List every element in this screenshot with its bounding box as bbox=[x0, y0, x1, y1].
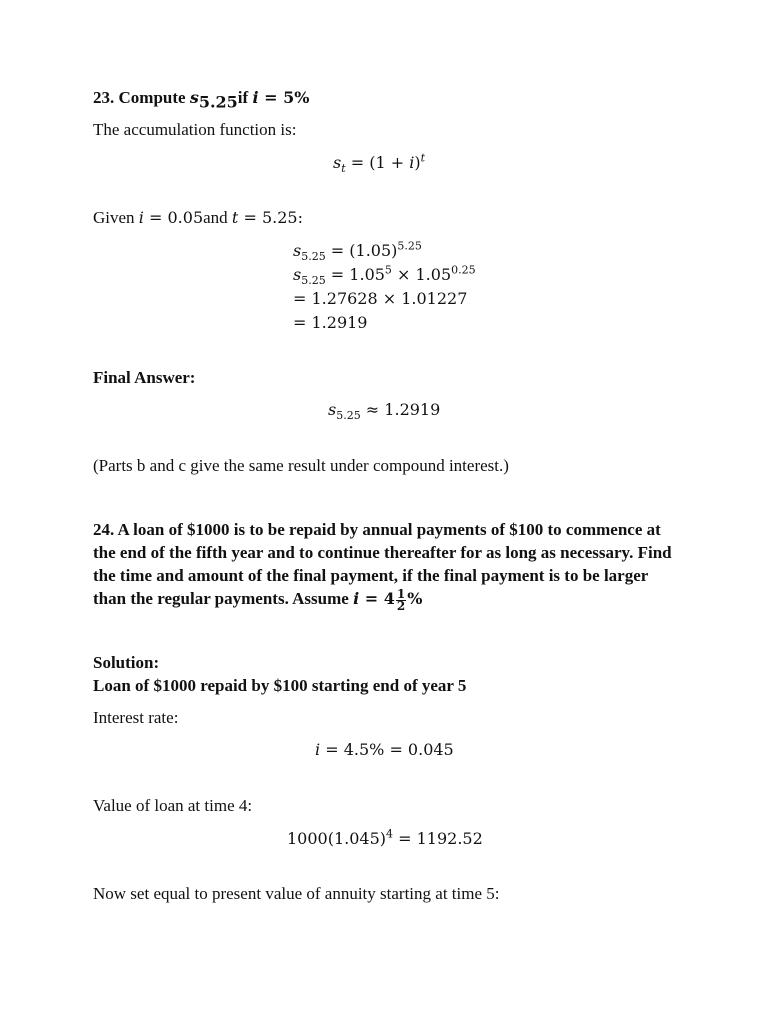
frac-den: 2 bbox=[396, 598, 406, 613]
q24-problem bbox=[93, 518, 683, 612]
q24-rate-label: Interest rate: bbox=[93, 708, 179, 727]
loan-b: = 1192.52 bbox=[393, 829, 483, 848]
formula-i: i bbox=[409, 153, 415, 172]
formula-close: ) bbox=[414, 153, 421, 172]
q24-fraction bbox=[396, 586, 406, 613]
given-i: i bbox=[138, 208, 144, 227]
q23-intro: The accumulation function is: bbox=[93, 120, 297, 139]
loan-sup: 4 bbox=[386, 827, 394, 841]
loan-a: 1000(1.045) bbox=[287, 829, 387, 848]
q24-assume-pct: % bbox=[407, 589, 423, 608]
step2-sub: 5.25 bbox=[301, 274, 326, 288]
given-t: t bbox=[231, 208, 239, 227]
step1-rhs: = (1.05) bbox=[325, 241, 398, 260]
rate-i: i bbox=[315, 740, 321, 759]
step1-sub: 5.25 bbox=[301, 250, 326, 264]
formula-sup: t bbox=[420, 151, 426, 165]
q24-solution-subtitle: Loan of $1000 repaid by $100 starting end of year 5 bbox=[93, 676, 467, 695]
q24-assume-i: i bbox=[353, 589, 360, 608]
q23-title-sub: 5.25 bbox=[198, 92, 238, 112]
q24-rate-formula bbox=[315, 740, 454, 759]
q23-given-line bbox=[93, 208, 303, 228]
q23-title-s: s bbox=[189, 88, 199, 107]
q24-annuity-text: Now set equal to present value of annuity starting at time 5: bbox=[93, 884, 500, 903]
q23-step-2 bbox=[293, 263, 476, 288]
q23-title-prefix: 23. Compute bbox=[93, 88, 190, 107]
step2-a: = 1.05 bbox=[325, 265, 385, 284]
given-text: Given bbox=[93, 208, 139, 227]
step2-b: × 1.05 bbox=[391, 265, 452, 284]
final-sub: 5.25 bbox=[336, 409, 361, 423]
step2-sup2: 0.25 bbox=[451, 263, 476, 277]
rate-eq: = 4.5% = 0.045 bbox=[320, 740, 454, 759]
q23-step-3: = 1.27628 × 1.01227 bbox=[293, 289, 468, 308]
frac-num: 1 bbox=[396, 586, 406, 601]
q23-title-if: if bbox=[237, 88, 253, 107]
formula-sub: t bbox=[341, 162, 346, 176]
q24-loan-formula bbox=[287, 829, 483, 848]
q24-problem-text: 24. A loan of $1000 is to be repaid by annual payments of $100 to commence at the end of the fifth year and to continue thereafter for as long as necessary. Find the time and amount of the final payment, if the final payment is to be larger than the regular payments. Assume bbox=[93, 520, 672, 608]
q24-assume-eq: = 4 bbox=[359, 589, 395, 608]
q24-solution-label: Solution: bbox=[93, 653, 160, 672]
given-tval: = 5.25: bbox=[238, 208, 303, 227]
q23-step-1 bbox=[293, 239, 422, 264]
step1-s: s bbox=[293, 241, 302, 260]
formula-mid: = (1 + bbox=[345, 153, 410, 172]
q23-final-answer bbox=[328, 400, 441, 423]
q24-loan-label: Value of loan at time 4: bbox=[93, 796, 253, 815]
formula-s: s bbox=[333, 153, 342, 172]
q23-note: (Parts b and c give the same result under compound interest.) bbox=[93, 456, 509, 475]
given-and: and bbox=[203, 208, 232, 227]
q23-title-i: i bbox=[252, 88, 259, 107]
q23-step-4: = 1.2919 bbox=[293, 313, 368, 332]
step2-s: s bbox=[293, 265, 302, 284]
q23-accumulation-formula bbox=[333, 151, 426, 176]
final-rhs: ≈ 1.2919 bbox=[360, 400, 441, 419]
q23-title-eq: = 5% bbox=[258, 88, 310, 107]
given-val: = 0.05 bbox=[143, 208, 204, 227]
q23-title bbox=[93, 88, 310, 112]
q23-final-label: Final Answer: bbox=[93, 368, 196, 387]
final-s: s bbox=[328, 400, 337, 419]
step1-sup: 5.25 bbox=[397, 239, 422, 253]
step2-sup1: 5 bbox=[384, 263, 392, 277]
